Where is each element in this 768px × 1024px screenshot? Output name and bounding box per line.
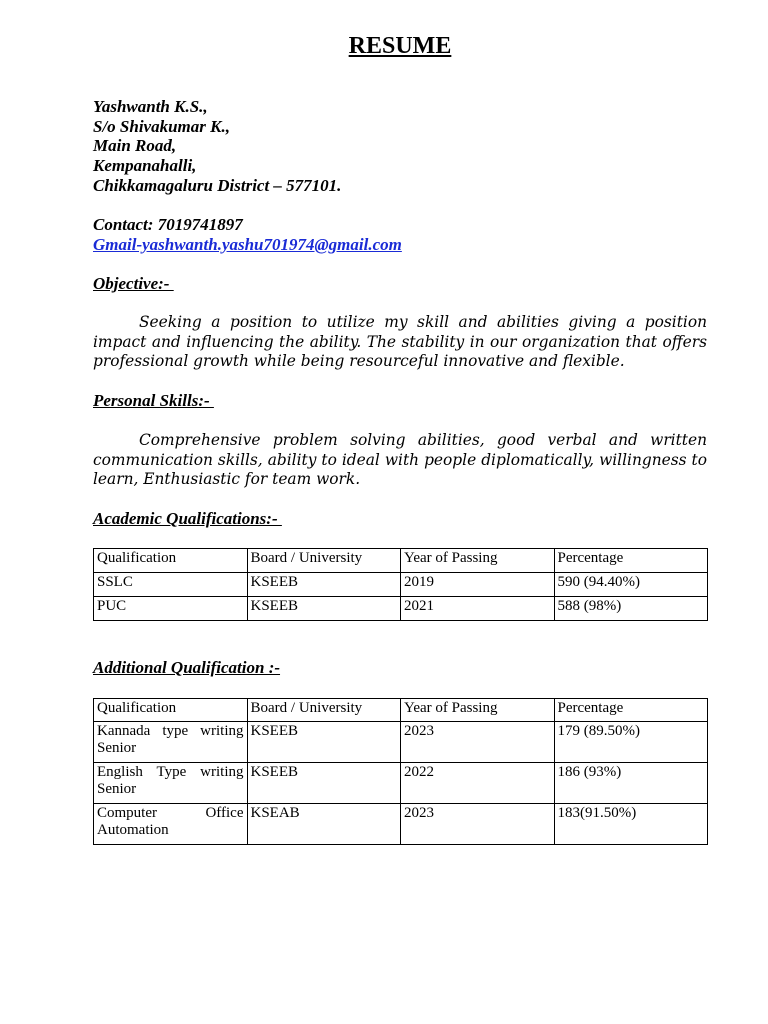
personal-skills-heading: Personal Skills:-	[93, 391, 214, 410]
table-cell: 590 (94.40%)	[554, 573, 708, 597]
table-cell: English Type writing Senior	[94, 763, 248, 804]
table-row	[94, 573, 708, 597]
table-cell: 2022	[401, 763, 555, 804]
table-cell: KSEEB	[247, 763, 401, 804]
table-cell: KSEEB	[247, 597, 401, 621]
table-cell: 179 (89.50%)	[554, 722, 708, 763]
academic-table	[93, 548, 708, 621]
table-row	[94, 804, 708, 845]
table-cell: KSEEB	[247, 573, 401, 597]
table-row	[94, 763, 708, 804]
additional-table	[93, 698, 708, 845]
address-line-road: Main Road,	[93, 136, 177, 156]
table-cell: Kannada type writing Senior	[94, 722, 248, 763]
column-header: Board / University	[247, 699, 401, 722]
column-header: Qualification	[94, 699, 248, 722]
table-cell: Computer Office Automation	[94, 804, 248, 845]
table-cell: 2023	[401, 804, 555, 845]
column-header: Percentage	[554, 699, 708, 722]
table-cell: KSEAB	[247, 804, 401, 845]
contact-block	[93, 215, 402, 254]
contact-phone: Contact: 7019741897	[93, 215, 243, 234]
column-header: Percentage	[554, 549, 708, 573]
column-header: Board / University	[247, 549, 401, 573]
table-row	[94, 722, 708, 763]
email-link[interactable]: Gmail-yashwanth.yashu701974@gmail.com	[93, 234, 402, 254]
column-header: Year of Passing	[401, 549, 555, 573]
objective-text: Seeking a position to utilize my skill and abilities giving a position impact and influencing the ability. The stability in our organization that offers professional growth while being resourceful innovative and flexible.	[93, 313, 707, 371]
column-header: Qualification	[94, 549, 248, 573]
table-header-row	[94, 699, 708, 722]
table-cell: 183(91.50%)	[554, 804, 708, 845]
address-line-parent: S/o Shivakumar K.,	[93, 116, 230, 136]
table-cell: KSEEB	[247, 722, 401, 763]
table-cell: SSLC	[94, 573, 248, 597]
academic-heading: Academic Qualifications:-	[93, 509, 282, 528]
objective-heading: Objective:-	[93, 274, 174, 293]
address-line-village: Kempanahalli,	[93, 156, 197, 176]
page-title: RESUME	[348, 33, 452, 59]
table-cell: 186 (93%)	[554, 763, 708, 804]
address-block	[93, 97, 341, 196]
table-cell: 2019	[401, 573, 555, 597]
address-line-district: Chikkamagaluru District – 577101.	[93, 175, 342, 195]
column-header: Year of Passing	[401, 699, 555, 722]
table-cell: 2021	[401, 597, 555, 621]
additional-heading: Additional Qualification :-	[93, 658, 281, 677]
table-cell: 588 (98%)	[554, 597, 708, 621]
table-cell: PUC	[94, 597, 248, 621]
address-line-name: Yashwanth K.S.,	[93, 97, 208, 116]
personal-skills-text: Comprehensive problem solving abilities, good verbal and written communication skills, ability to ideal with people diplomatically, willingness to learn, Enthusiastic for team work.	[93, 431, 707, 489]
table-row	[94, 597, 708, 621]
table-cell: 2023	[401, 722, 555, 763]
table-header-row	[94, 549, 708, 573]
